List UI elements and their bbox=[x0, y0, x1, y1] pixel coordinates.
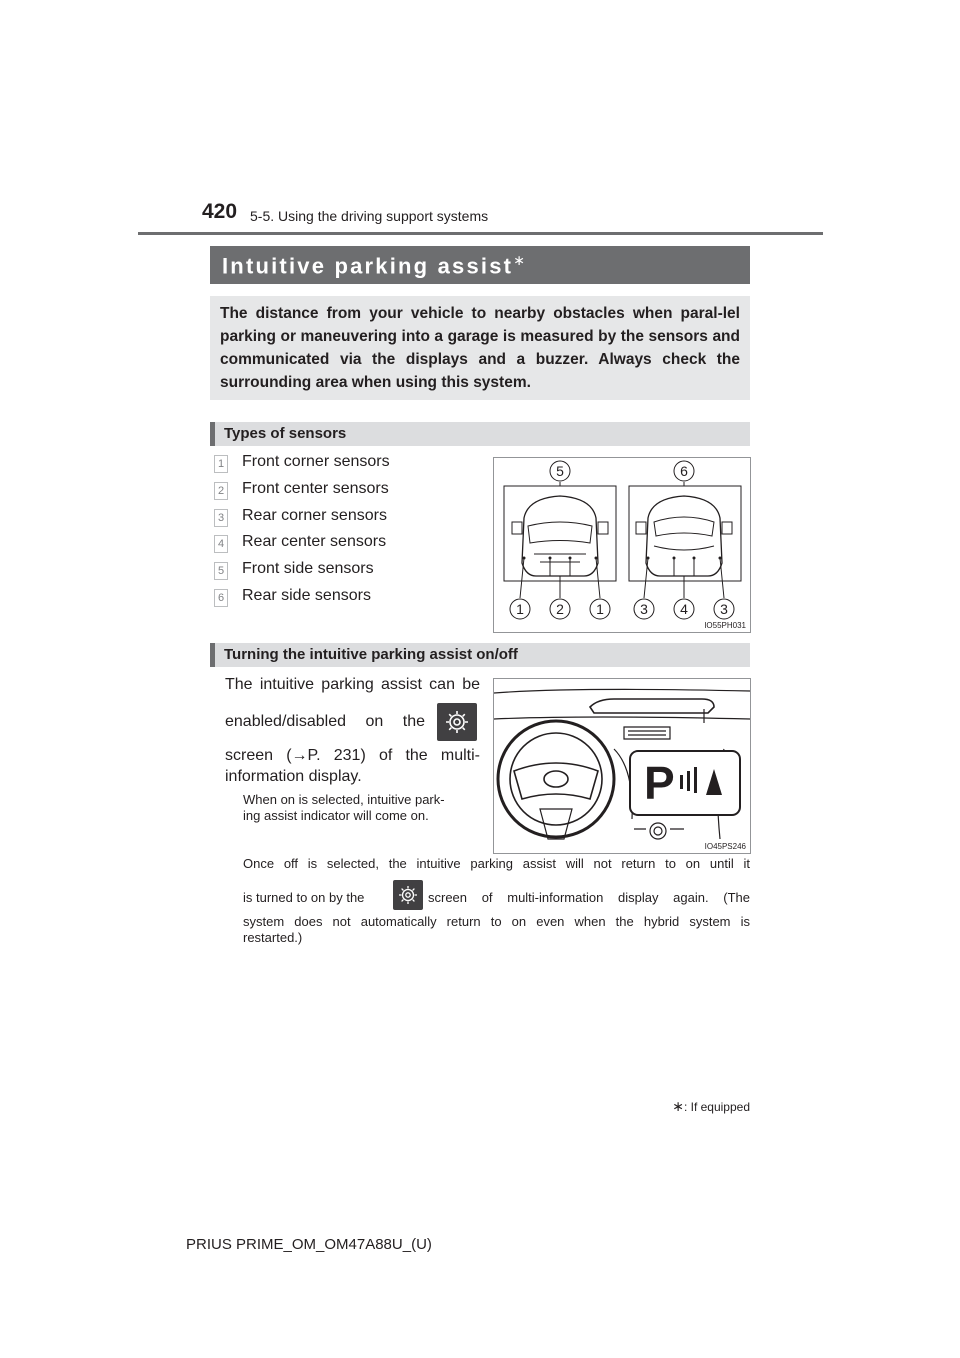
list-item: 5 Front side sensors bbox=[214, 560, 374, 582]
callout-3a: 3 bbox=[640, 601, 648, 617]
intro-box bbox=[210, 296, 750, 400]
parking-indicator-letter: P bbox=[644, 757, 675, 809]
callout-2: 2 bbox=[556, 601, 564, 617]
section-heading: 5-5. Using the driving support systems bbox=[250, 208, 489, 224]
item-number: 1 bbox=[214, 455, 228, 473]
gear-icon bbox=[393, 880, 423, 910]
note2-line3: system does not automatically return to on even when the hybrid system is bbox=[243, 914, 750, 929]
types-heading: Types of sensors bbox=[224, 425, 347, 442]
callout-1a: 1 bbox=[516, 601, 524, 617]
toggle-para-line2: enabled/disabled on the bbox=[225, 713, 425, 730]
types-heading-bar bbox=[210, 422, 750, 446]
title-marker: ∗ bbox=[513, 252, 525, 268]
callout-3b: 3 bbox=[720, 601, 728, 617]
settings-gear-icon bbox=[437, 703, 477, 741]
note2-line1: Once off is selected, the intuitive parking assist will not return to on until it bbox=[243, 856, 750, 871]
note2-line2-post: screen of multi-information display again. (The bbox=[428, 890, 750, 905]
item-number: 4 bbox=[214, 535, 228, 553]
toggle-para-line3: screen (→P. 231) of the multi- bbox=[225, 747, 480, 764]
note2-line2-pre: is turned to on by the bbox=[243, 890, 365, 905]
figure-code: IO45PS246 bbox=[704, 842, 746, 851]
item-number: 6 bbox=[214, 589, 228, 607]
footer-model-code: PRIUS PRIME_OM_OM47A88U_(U) bbox=[186, 1236, 432, 1253]
footnote bbox=[600, 1098, 750, 1115]
callout-6: 6 bbox=[680, 463, 688, 479]
note2-line4: restarted.) bbox=[243, 930, 303, 945]
page-title: Intuitive parking assist bbox=[222, 253, 514, 279]
list-item: 4 Rear center sensors bbox=[214, 533, 386, 555]
note1-line1: When on is selected, intuitive park- bbox=[243, 792, 445, 807]
dashboard-figure bbox=[493, 678, 751, 854]
toggle-heading-bar bbox=[210, 643, 750, 667]
header-rule bbox=[138, 232, 823, 235]
callout-1b: 1 bbox=[596, 601, 604, 617]
note1-line2: ing assist indicator will come on. bbox=[243, 808, 429, 823]
callout-5: 5 bbox=[556, 463, 564, 479]
footnote-text: : If equipped bbox=[683, 1100, 750, 1114]
item-number: 2 bbox=[214, 482, 228, 500]
dashboard-illustration bbox=[494, 679, 750, 853]
title-bar bbox=[210, 246, 750, 284]
item-number: 3 bbox=[214, 509, 228, 527]
list-item: 1 Front corner sensors bbox=[214, 453, 390, 475]
list-item: 2 Front center sensors bbox=[214, 480, 389, 502]
gear-icon bbox=[437, 703, 477, 741]
sensor-location-figure bbox=[493, 457, 751, 633]
intro-text: The distance from your vehicle to nearby obstacles when paral-lel parking or maneuvering into a garage is measured by the sensors and communicated via the displays and a buzzer. Always check the surrounding area when using this system. bbox=[220, 305, 740, 391]
page-number: 420 bbox=[202, 200, 238, 223]
list-item: 3 Rear corner sensors bbox=[214, 507, 387, 529]
footnote-marker: ∗ bbox=[672, 1098, 684, 1114]
toggle-para-line4: information display. bbox=[225, 768, 362, 785]
callout-4: 4 bbox=[680, 601, 688, 617]
settings-gear-icon-small bbox=[393, 880, 423, 910]
item-number: 5 bbox=[214, 562, 228, 580]
toggle-para-line1: The intuitive parking assist can be bbox=[225, 676, 480, 693]
toggle-heading: Turning the intuitive parking assist on/off bbox=[224, 646, 518, 663]
list-item: 6 Rear side sensors bbox=[214, 587, 371, 609]
car-sensors-illustration bbox=[494, 458, 750, 632]
figure-code: IO55PH031 bbox=[704, 621, 746, 630]
